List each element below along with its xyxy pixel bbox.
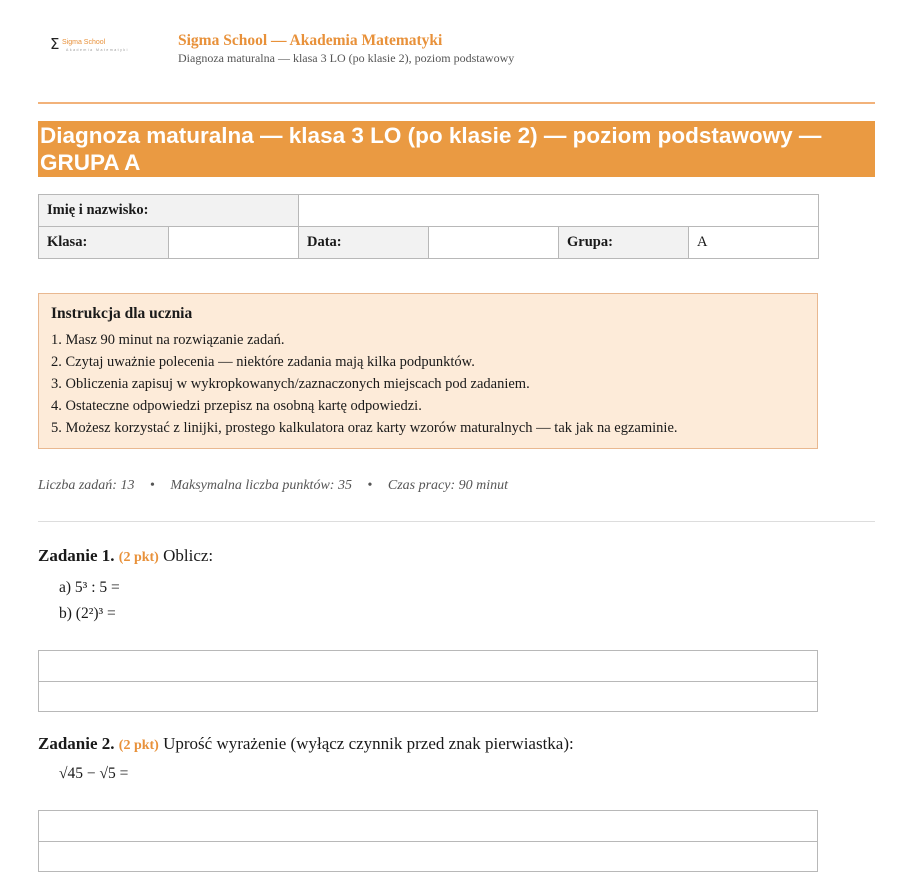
instructions-box: [38, 293, 818, 449]
header-divider: [38, 102, 875, 104]
page-header: [38, 0, 875, 104]
page-title: Diagnoza maturalna — klasa 3 LO (po klasie 2) — poziom podstawowy — GRUPA A: [38, 121, 875, 177]
student-info-row: [39, 195, 819, 227]
name-field[interactable]: [299, 195, 819, 227]
instruction-item: 4. Ostateczne odpowiedzi przepisz na osobną kartę odpowiedzi.: [51, 398, 422, 414]
section-divider: [38, 521, 875, 522]
task-2: [38, 733, 875, 787]
task-number: Zadanie 1.: [38, 546, 115, 565]
worksheet-page: [38, 0, 875, 782]
logo-tagline: Akademia Matematyki: [66, 48, 129, 52]
name-label: Imię i nazwisko:: [39, 195, 299, 227]
class-field[interactable]: [169, 227, 299, 259]
instructions-list: [51, 329, 805, 439]
meta-separator: •: [149, 478, 155, 493]
task-heading: [38, 733, 875, 757]
instruction-item: 1. Masz 90 minut na rozwiązanie zadań.: [51, 332, 285, 348]
instructions-title: Instrukcja dla ucznia: [51, 305, 193, 322]
class-label: Klasa:: [39, 227, 169, 259]
date-label: Data:: [299, 227, 429, 259]
header-subtitle: Diagnoza maturalna — klasa 3 LO (po klasie 2), poziom podstawowy: [178, 51, 515, 65]
task-subitem: √45 − √5 =: [59, 765, 129, 782]
task-1: [38, 545, 875, 627]
task-number: Zadanie 2.: [38, 734, 115, 753]
work-time: Czas pracy: 90 minut: [387, 478, 509, 493]
logo-name: Sigma School: [62, 39, 106, 46]
answer-line[interactable]: [39, 681, 817, 711]
task-subitem: b) (2²)³ =: [59, 605, 116, 622]
sigma-icon: Σ: [50, 35, 60, 53]
meta-separator: •: [367, 478, 373, 493]
task-subitem: a) 5³ : 5 =: [59, 579, 120, 596]
student-info-row: [39, 227, 819, 259]
task-prompt: Oblicz:: [163, 546, 214, 565]
group-label: Grupa:: [559, 227, 689, 259]
max-points: Maksymalna liczba punktów: 35: [170, 478, 352, 493]
task-points: (2 pkt): [118, 738, 159, 753]
task-heading: [38, 545, 875, 569]
exam-meta: [38, 478, 508, 494]
date-field[interactable]: [429, 227, 559, 259]
answer-line[interactable]: [39, 651, 817, 681]
answer-area-2[interactable]: [38, 810, 818, 872]
instruction-item: 5. Możesz korzystać z linijki, prostego kalkulatora oraz karty wzorów maturalnych — tak jak na egzaminie.: [51, 420, 678, 436]
answer-line[interactable]: [39, 811, 817, 841]
student-info-table: [38, 194, 819, 259]
answer-area-1[interactable]: [38, 650, 818, 712]
task-prompt: Uprość wyrażenie (wyłącz czynnik przed znak pierwiastka):: [163, 734, 574, 753]
group-field[interactable]: A: [689, 227, 819, 259]
instruction-item: 2. Czytaj uważnie polecenia — niektóre zadania mają kilka podpunktów.: [51, 354, 475, 370]
instruction-item: 3. Obliczenia zapisuj w wykropkowanych/zaznaczonych miejscach pod zadaniem.: [51, 376, 530, 392]
school-logo: [50, 35, 129, 58]
task-points: (2 pkt): [118, 550, 159, 565]
answer-line[interactable]: [39, 841, 817, 871]
tasks-count: Liczba zadań: 13: [38, 478, 135, 493]
school-name: Sigma School — Akademia Matematyki: [178, 32, 443, 49]
